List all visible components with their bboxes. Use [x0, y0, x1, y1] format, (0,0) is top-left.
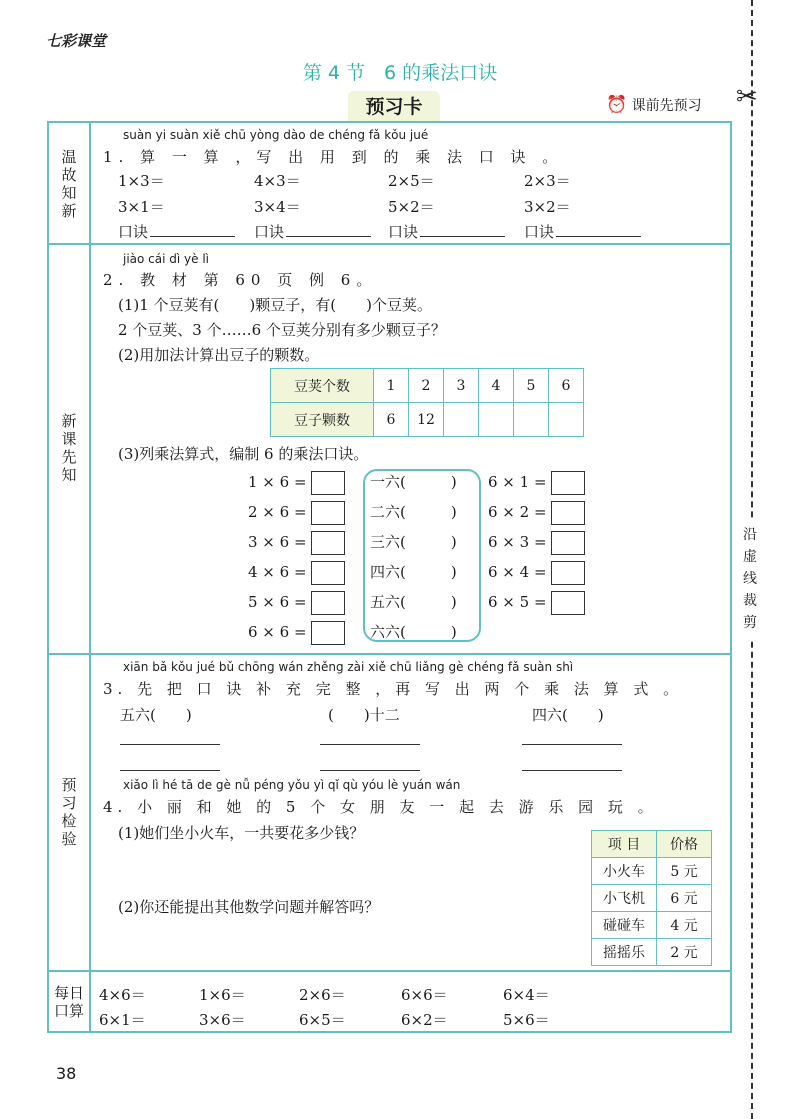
koujue-item[interactable]: 五六( ) [370, 593, 457, 611]
equation: 6 × 3 = [488, 533, 547, 551]
daily-item: 4×6＝ [99, 986, 146, 1004]
cut-label: 沿 虚 线 裁 剪 [738, 520, 762, 638]
answer-line[interactable] [320, 770, 420, 771]
answer-line[interactable] [522, 770, 622, 771]
section-label-review: 温故知新 [61, 148, 77, 220]
table-cell[interactable] [444, 403, 479, 437]
q1-item: 5×2＝ [388, 198, 435, 216]
equation: 6 × 2 = [488, 503, 547, 521]
q1-koujue-field[interactable]: 口诀 [524, 221, 641, 242]
equation: 1 × 6 = [248, 473, 307, 491]
answer-box[interactable] [311, 561, 345, 585]
table-cell: 2 元 [657, 939, 712, 966]
card-title: 预习卡 [348, 91, 440, 123]
answer-box[interactable] [311, 501, 345, 525]
q2-part1-question: 2 个豆荚、3 个……6 个豆荚分别有多少颗豆子？ [118, 321, 446, 339]
q1-item: 2×3＝ [524, 172, 571, 190]
answer-box[interactable] [551, 591, 585, 615]
section-label-check: 预习检验 [61, 776, 77, 848]
scissors-icon: ✂ [736, 82, 758, 112]
q2-text: 2. 教 材 第 60 页 例 6。 [103, 271, 378, 289]
equation: 6 × 4 = [488, 563, 547, 581]
preview-label: ⏰ 课前先预习 [606, 95, 702, 115]
equation: 4 × 6 = [248, 563, 307, 581]
answer-line[interactable] [320, 744, 420, 745]
koujue-item[interactable]: 四六( ) [370, 563, 457, 581]
q1-item: 4×3＝ [254, 172, 301, 190]
daily-item: 3×6＝ [199, 1011, 246, 1029]
section-label-daily: 每日口算 [53, 984, 84, 1020]
brand-logo: 七彩课堂 [46, 32, 107, 50]
table-cell: 小飞机 [592, 885, 657, 912]
table-cell: 摇摇乐 [592, 939, 657, 966]
daily-item: 2×6＝ [299, 986, 346, 1004]
right-equations [488, 467, 585, 617]
left-equations [248, 467, 345, 647]
table-header: 价格 [657, 831, 712, 858]
answer-box[interactable] [551, 501, 585, 525]
page-title: 第 4 节 6 的乘法口诀 [302, 62, 498, 84]
koujue-item[interactable]: 三六( ) [370, 533, 457, 551]
daily-item: 5×6＝ [503, 1011, 550, 1029]
q3-item[interactable]: 四六( ) [532, 706, 604, 724]
table-cell: 碰碰车 [592, 912, 657, 939]
q1-text: 1. 算 一 算 ，写 出 用 到 的 乘 法 口 诀 。 [103, 148, 564, 166]
equation: 6 × 6 = [248, 623, 307, 641]
table-cell: 4 [479, 369, 514, 403]
table-cell[interactable]: 6 [374, 403, 409, 437]
divider [47, 653, 732, 655]
table-header: 项 目 [592, 831, 657, 858]
table-cell: 1 [374, 369, 409, 403]
q1-koujue-field[interactable]: 口诀 [388, 221, 505, 242]
equation: 6 × 1 = [488, 473, 547, 491]
q2-pinyin: jiào cái dì yè lì [123, 252, 210, 266]
answer-line[interactable] [120, 770, 220, 771]
q3-pinyin: xiān bǎ kǒu jué bǔ chōng wán zhěng zài xiě chū liǎng gè chéng fǎ suàn shì [123, 660, 574, 674]
table-cell[interactable] [549, 403, 584, 437]
table-cell[interactable] [479, 403, 514, 437]
table-cell: 5 [514, 369, 549, 403]
q2-part3: (3)列乘法算式，编制 6 的乘法口诀。 [118, 445, 369, 463]
q3-text: 3. 先 把 口 诀 补 充 完 整 ，再 写 出 两 个 乘 法 算 式 。 [103, 680, 684, 698]
answer-box[interactable] [551, 471, 585, 495]
koujue-item[interactable]: 一六( ) [370, 473, 457, 491]
table-cell: 6 元 [657, 885, 712, 912]
divider [47, 970, 732, 972]
q3-item[interactable]: ( )十二 [328, 706, 400, 724]
koujue-list [370, 467, 457, 647]
q1-item: 3×2＝ [524, 198, 571, 216]
daily-item: 6×1＝ [99, 1011, 146, 1029]
q1-item: 3×1＝ [118, 198, 165, 216]
q1-koujue-field[interactable]: 口诀 [254, 221, 371, 242]
table-cell[interactable] [514, 403, 549, 437]
price-table [591, 830, 712, 966]
divider [47, 243, 732, 245]
daily-item: 6×6＝ [401, 986, 448, 1004]
q1-item: 2×5＝ [388, 172, 435, 190]
label-column-divider [89, 121, 91, 1033]
daily-item: 1×6＝ [199, 986, 246, 1004]
q1-item: 3×4＝ [254, 198, 301, 216]
koujue-item[interactable]: 二六( ) [370, 503, 457, 521]
equation: 6 × 5 = [488, 593, 547, 611]
equation: 3 × 6 = [248, 533, 307, 551]
answer-box[interactable] [551, 531, 585, 555]
daily-item: 6×4＝ [503, 986, 550, 1004]
answer-line[interactable] [522, 744, 622, 745]
page-number: 38 [56, 1064, 77, 1083]
q1-pinyin: suàn yi suàn xiě chū yòng dào de chéng fǎ kǒu jué [123, 128, 429, 142]
koujue-item[interactable]: 六六( ) [370, 623, 457, 641]
table-header: 豆子颗数 [271, 403, 374, 437]
q1-item: 1×3＝ [118, 172, 165, 190]
q2-part2: (2)用加法计算出豆子的颗数。 [118, 346, 320, 364]
table-cell: 6 [549, 369, 584, 403]
table-cell: 2 [409, 369, 444, 403]
equation: 2 × 6 = [248, 503, 307, 521]
answer-box[interactable] [311, 531, 345, 555]
q2-part1: (1)1 个豆荚有( )颗豆子，有( )个豆荚。 [118, 296, 432, 314]
q1-koujue-field[interactable]: 口诀 [118, 221, 235, 242]
beans-table [270, 368, 584, 437]
table-cell: 3 [444, 369, 479, 403]
answer-box[interactable] [311, 621, 345, 645]
q4-pinyin: xiǎo lì hé tā de gè nǚ péng yǒu yì qǐ qù yóu lè yuán wán [123, 778, 461, 792]
answer-box[interactable] [311, 471, 345, 495]
q4-part2: (2)你还能提出其他数学问题并解答吗？ [118, 898, 380, 916]
q4-text: 4. 小 丽 和 她 的 5 个 女 朋 友 一 起 去 游 乐 园 玩 。 [103, 798, 658, 816]
daily-item: 6×2＝ [401, 1011, 448, 1029]
answer-box[interactable] [551, 561, 585, 585]
answer-line[interactable] [120, 744, 220, 745]
alarm-clock-icon: ⏰ [606, 95, 628, 115]
answer-box[interactable] [311, 591, 345, 615]
table-header: 豆荚个数 [271, 369, 374, 403]
equation: 5 × 6 = [248, 593, 307, 611]
q3-item[interactable]: 五六( ) [120, 706, 192, 724]
q4-part1: (1)她们坐小火车，一共要花多少钱？ [118, 824, 365, 842]
section-label-new: 新课先知 [61, 412, 77, 484]
table-cell: 小火车 [592, 858, 657, 885]
table-cell[interactable]: 12 [409, 403, 444, 437]
table-cell: 5 元 [657, 858, 712, 885]
daily-item: 6×5＝ [299, 1011, 346, 1029]
table-cell: 4 元 [657, 912, 712, 939]
